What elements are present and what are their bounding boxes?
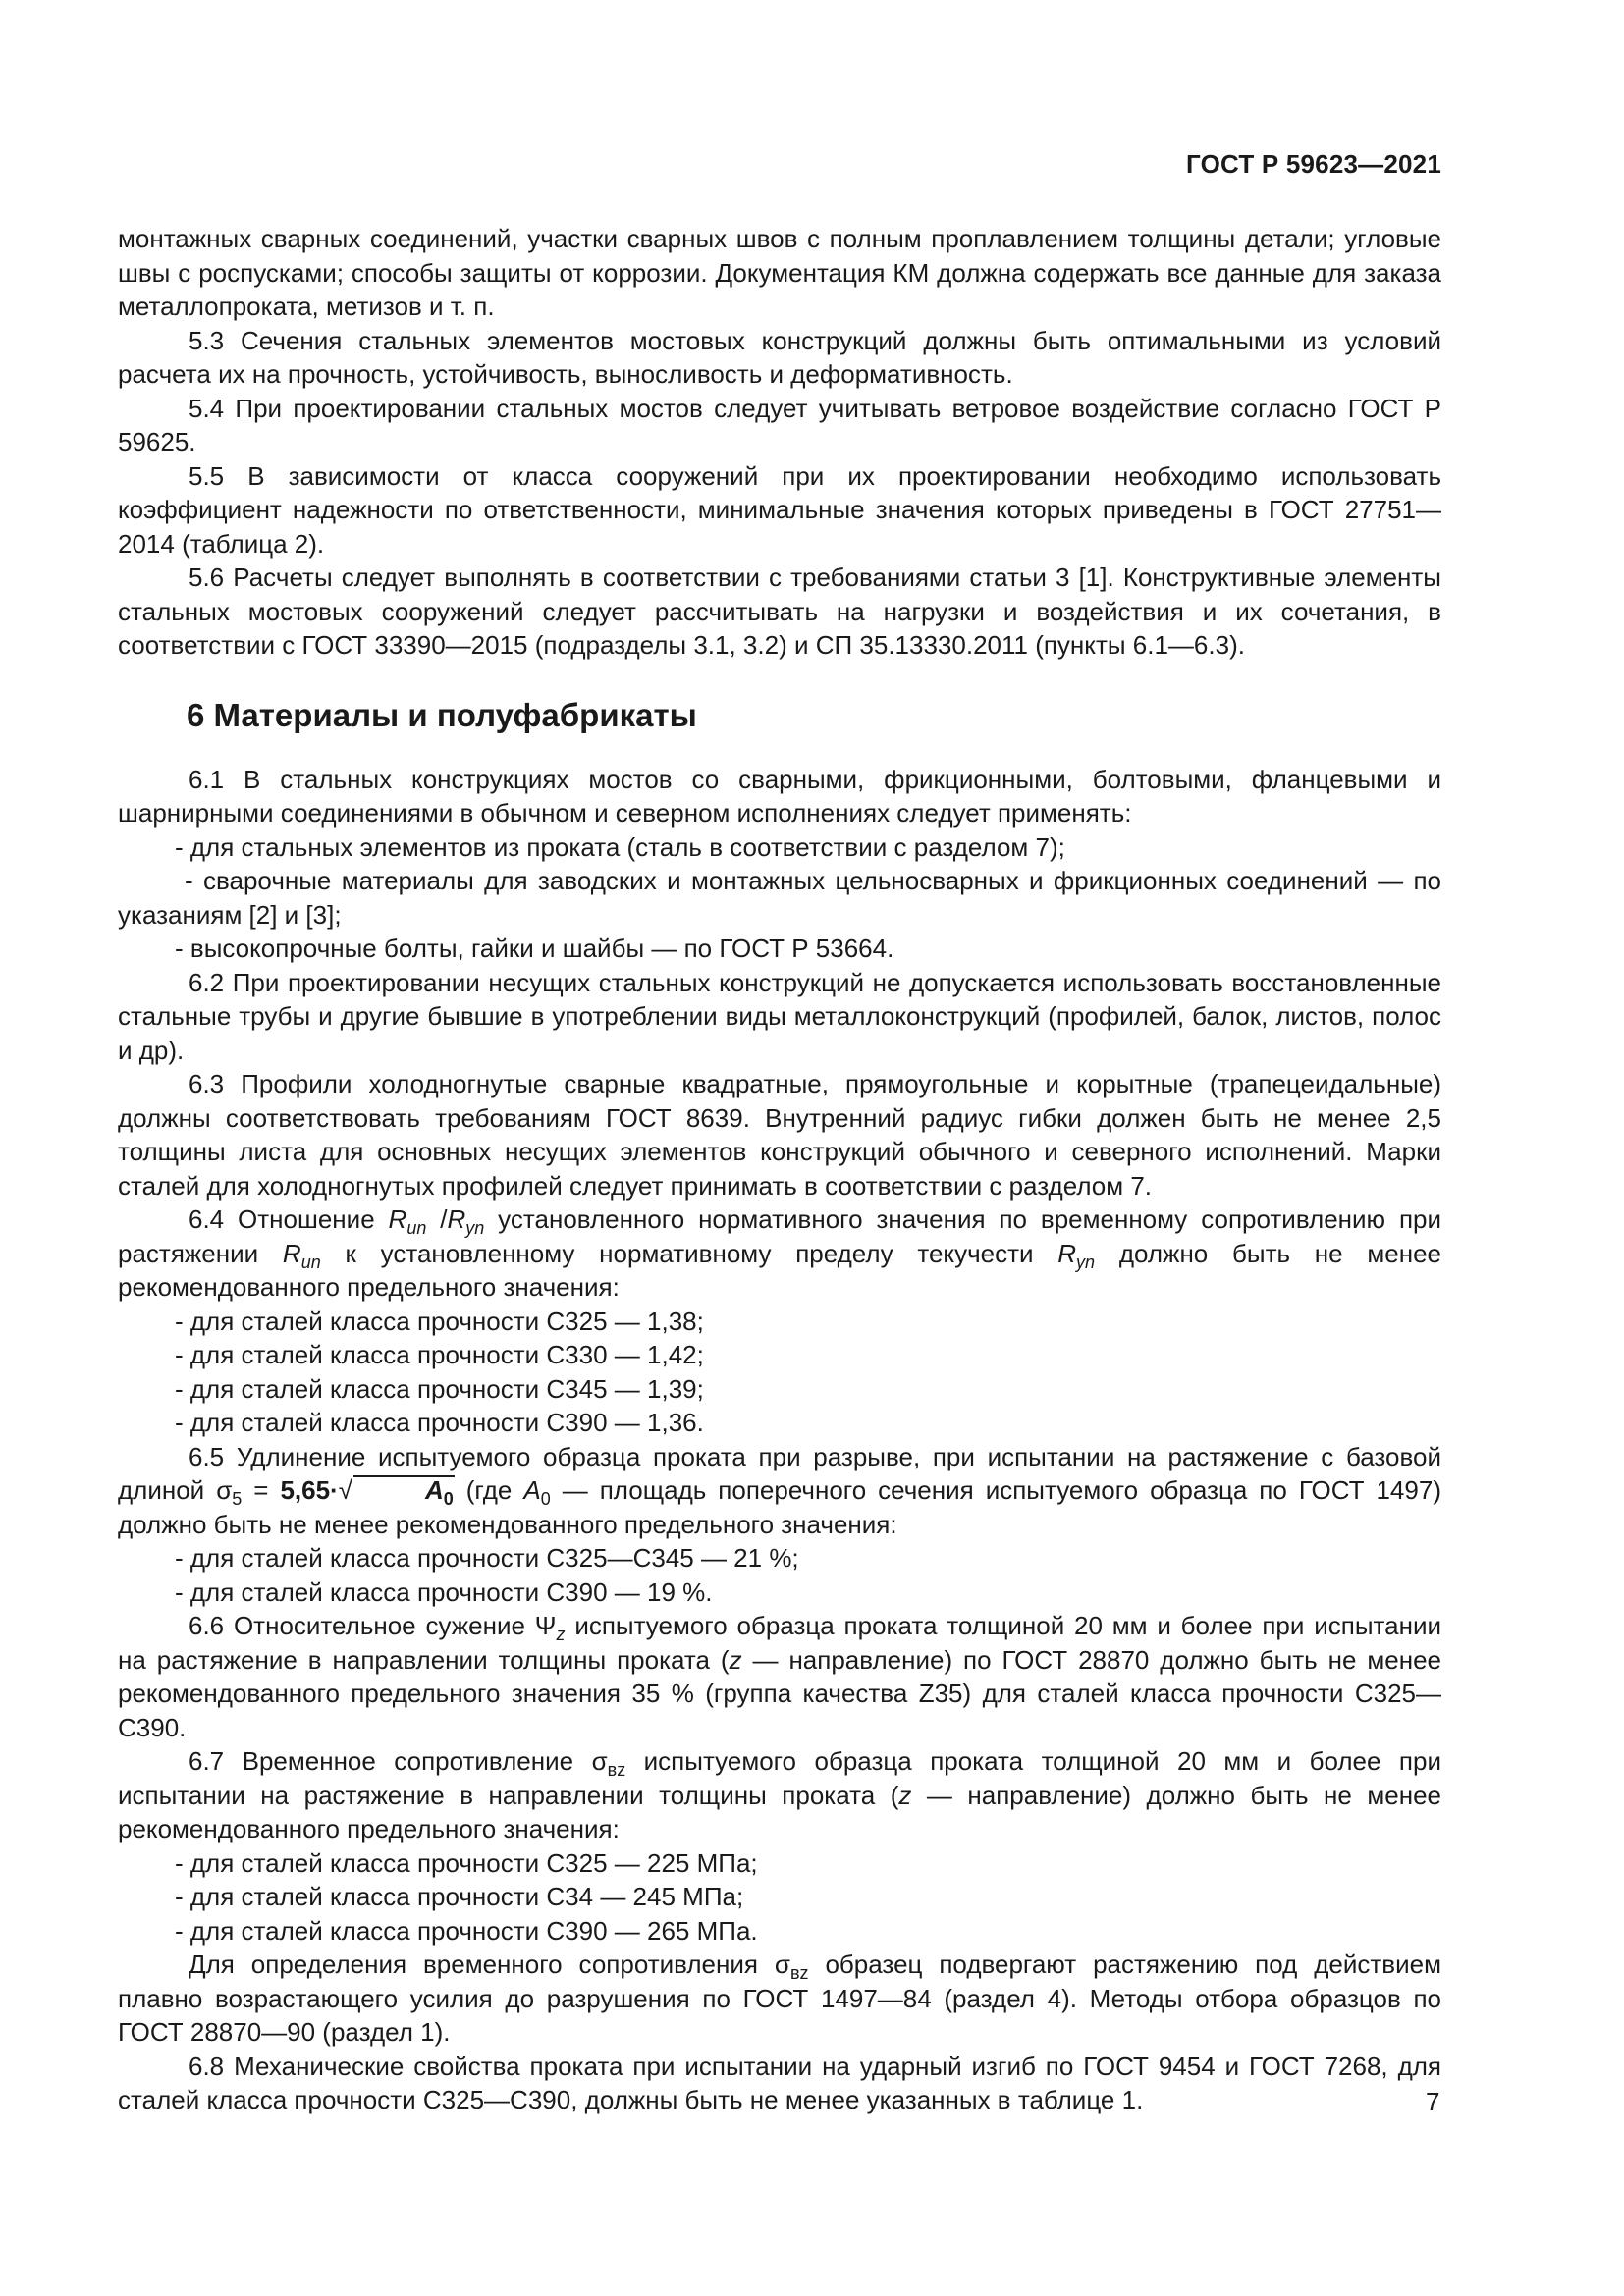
text-run: 6.5 Удлинение испытуемого образца проката при разрыве, при испытании на растяжение с базовой длиной <box>118 1441 1441 1505</box>
paragraph-6-6 <box>118 1609 1441 1744</box>
paragraph-5-4: 5.4 При проектировании стальных мостов следует учитывать ветровое воздействие согласно ГОСТ Р 59625. <box>118 393 1441 456</box>
symbol-r: R <box>388 1204 407 1234</box>
subscript-yn: yn <box>465 1218 485 1238</box>
sqrt-radicand <box>353 1475 455 1509</box>
subscript-yn: yn <box>1076 1252 1096 1272</box>
text-run: — направление) по ГОСТ 28870 должно быть не менее рекомендованного предельного значения 35 % (группа качества Z35) для сталей класса прочности С325—С390. <box>118 1644 1442 1742</box>
symbol-r: R <box>1057 1238 1077 1268</box>
list-item: - для сталей класса прочности С390 — 19 %. <box>175 1576 713 1607</box>
list-item: - сварочные материалы для заводских и монтажных цельносварных и фрикционных соединений — по указаниям [2] и [3]; <box>118 866 1441 930</box>
subscript <box>406 1218 426 1238</box>
paragraph-6-3: 6.3 Профили холодногнутые сварные квадратные, прямоугольные и корытные (трапецеидальные) должны соответствовать требованиям ГОСТ 8639. Внутренний радиус гибки должен быть не менее 2,5 толщины листа для основных несущих элементов конструкций обычного и северного исполнений. Марки сталей для холодногнутых профилей следует принимать в соответствии с разделом 7. <box>118 1069 1441 1201</box>
subscript-0: 0 <box>443 1489 454 1509</box>
subscript-0: 0 <box>540 1489 551 1509</box>
symbol-sigma: σ <box>216 1475 233 1505</box>
subscript <box>557 1625 566 1644</box>
symbol-sigma: σ <box>774 1949 790 1979</box>
text-run: образец подвергают растяжению под действием плавно возрастающего усилия до разрушения по ГОСТ 1497—84 (раздел 4). Методы отбора образцов по ГОСТ 28870—90 (раздел 1). <box>118 1949 1441 2047</box>
list-item: - для сталей класса прочности С390 — 1,36. <box>175 1408 704 1437</box>
list-item: - для сталей класса прочности С325 — 225 МПа; <box>175 1847 758 1878</box>
text-run: — направление) должно быть не менее рекомендованного предельного значения: <box>118 1780 1441 1843</box>
paragraph-6-1: 6.1 В стальных конструкциях мостов со сварными, фрикционными, болтовыми, фланцевыми и шарнирными соединениями в обычном и северном исполнениях следует применять: <box>118 764 1441 828</box>
subscript-un: un <box>406 1218 427 1238</box>
subscript-bz: вz <box>607 1760 626 1780</box>
symbol-a: A <box>523 1475 541 1505</box>
section-heading: 6 Материалы и полуфабрикаты <box>187 696 697 733</box>
list-item: - для сталей класса прочности С325—С345 — 21 %; <box>175 1543 799 1573</box>
text-run: / <box>426 1204 448 1234</box>
paragraph-6-4 <box>118 1202 1441 1305</box>
formula-coefficient: 5,65· <box>280 1475 339 1505</box>
sqrt-sign: √ <box>338 1475 352 1505</box>
list-item: - для сталей класса прочности С345 — 1,39; <box>175 1373 704 1404</box>
list-item: - для сталей класса прочности С34 — 245 МПа; <box>175 1882 744 1911</box>
subscript <box>301 1253 321 1272</box>
symbol-r: R <box>282 1238 301 1268</box>
text-run: 6.7 Временное сопротивление <box>189 1746 592 1776</box>
subscript-un: un <box>300 1252 321 1272</box>
text-run: испытуемого образца проката толщиной 20 мм и более при испытании на растяжение в направлении толщины проката ( <box>118 1746 1441 1810</box>
subscript <box>465 1218 484 1238</box>
text-run: к установленному нормативному пределу текучести <box>320 1238 1058 1268</box>
subscript-5: 5 <box>232 1489 243 1509</box>
list-item: - высокопрочные болты, гайки и шайбы — по ГОСТ Р 53664. <box>175 934 894 963</box>
paragraph-6-5 <box>118 1440 1441 1542</box>
subscript-z: z <box>556 1625 566 1644</box>
subscript-bz: вz <box>789 1963 809 1983</box>
symbol-r: R <box>447 1204 466 1234</box>
list-item: - для сталей класса прочности С330 — 1,42; <box>175 1340 704 1369</box>
document-code-header: ГОСТ Р 59623—2021 <box>1186 149 1441 179</box>
text-run: испытуемого образца проката толщиной 20 мм и более при испытании на растяжение в направлении толщины проката ( <box>118 1611 1441 1675</box>
paragraph-6-8: 6.8 Механические свойства проката при испытании на ударный изгиб по ГОСТ 9454 и ГОСТ 7268, для сталей класса прочности С325—С390, должны быть не менее указанных в таблице 1. <box>118 2051 1441 2114</box>
text-run: — площадь поперечного сечения испытуемого образца по ГОСТ 1497) должно быть не менее рекомендованного предельного значения: <box>118 1475 1441 1539</box>
paragraph-5-3: 5.3 Сечения стальных элементов мостовых конструкций должны быть оптимальными из условий расчета их на прочность, устойчивость, выносливость и деформативность. <box>118 325 1441 389</box>
list-item: - для стальных элементов из проката (сталь в соответствии с разделом 7); <box>175 831 1065 862</box>
paragraph-5-6: 5.6 Расчеты следует выполнять в соответствии с требованиями статьи 3 [1]. Конструктивные элементы стальных мостовых сооружений следует рассчитывать на нагрузки и воздействия и их сочетания, в соответствии с ГОСТ 33390—2015 (подразделы 3.1, 3.2) и СП 35.13330.2011 (пункты 6.1—6.3). <box>118 562 1441 660</box>
symbol-z: z <box>898 1780 912 1810</box>
page-body <box>118 222 1441 2117</box>
list-item: - для сталей класса прочности С325 — 1,38; <box>175 1306 704 1336</box>
symbol-sigma: σ <box>591 1746 608 1776</box>
text-run: должно быть не менее рекомендованного предельного значения: <box>118 1238 1441 1302</box>
subscript <box>1076 1253 1095 1272</box>
text-run: 6.6 Относительное сужение <box>189 1611 535 1640</box>
text-run: 6.4 Отношение <box>189 1204 389 1234</box>
symbol-psi: Ψ <box>534 1611 557 1640</box>
symbol-a: A <box>424 1475 444 1505</box>
list-item: - для сталей класса прочности С390 — 265 МПа. <box>175 1915 758 1946</box>
text-run: установленного нормативного значения по временному сопротивлению при растяжении <box>118 1204 1442 1268</box>
text-run: (где <box>454 1475 524 1505</box>
paragraph-continuation: монтажных сварных соединений, участки сварных швов с полным проплавлением толщины детали; угловые швы с роспусками; способы защиты от коррозии. Документация КМ должна содержать все данные для заказа металлопроката, метизов и т. п. <box>118 224 1441 321</box>
text-run: = <box>242 1475 281 1505</box>
page-number: 7 <box>1426 2087 1440 2116</box>
elongation-formula <box>280 1475 454 1509</box>
text-run: Для определения временного сопротивления <box>189 1949 775 1979</box>
paragraph-6-7-note <box>118 1948 1441 2050</box>
symbol-z: z <box>729 1644 742 1675</box>
paragraph-5-5: 5.5 В зависимости от класса сооружений при их проектировании необходимо использовать коэффициент надежности по ответственности, минимальные значения которых приведены в ГОСТ 27751—2014 (таблица 2). <box>118 460 1441 559</box>
paragraph-6-2: 6.2 При проектировании несущих стальных конструкций не допускается использовать восстановленные стальные трубы и другие бывшие в употреблении виды металлоконструкций (профилей, балок, листов, полос и др). <box>118 967 1441 1065</box>
paragraph-6-7 <box>118 1744 1441 1846</box>
